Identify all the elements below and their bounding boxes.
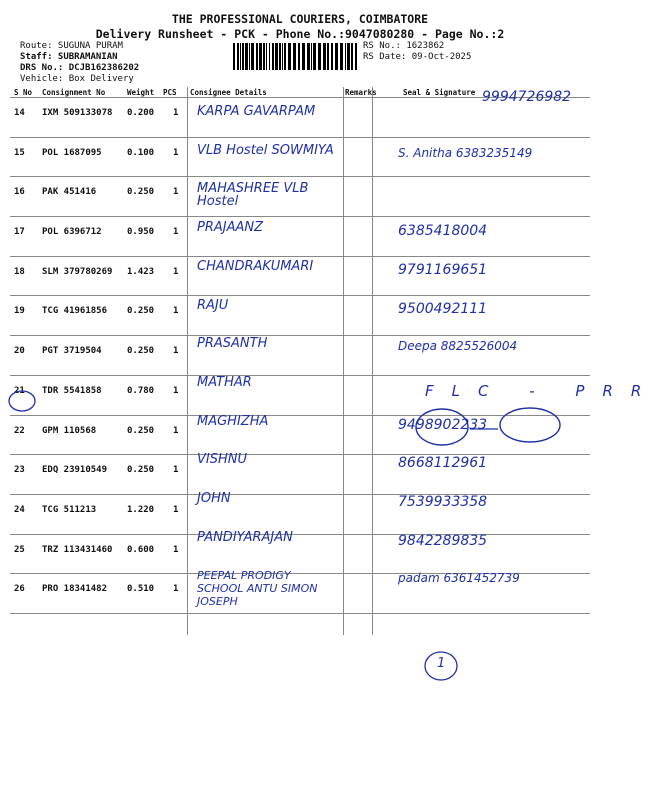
signature-handwriting: 9994726982 — [482, 89, 572, 105]
row-consignment: GPM 110568 — [42, 425, 97, 436]
row-sno: 23 — [14, 465, 25, 476]
divider-remarks — [343, 87, 344, 635]
table-row — [10, 295, 590, 335]
barcode-bar — [327, 43, 329, 70]
row-pcs: 1 — [173, 504, 179, 515]
col-pcs: PCS — [163, 88, 177, 97]
consignee-handwriting: VLB Hostel SOWMIYA — [197, 142, 334, 158]
barcode-bar — [311, 43, 312, 70]
barcode-bar — [237, 43, 239, 70]
signature-handwriting: 7539933358 — [398, 494, 488, 510]
row-sno: 16 — [14, 187, 25, 198]
row-pcs: 1 — [173, 584, 179, 595]
col-remarks: Remarks — [345, 88, 377, 97]
row-consignment: SLM 379780269 — [42, 266, 113, 277]
row-consignment: PAK 451416 — [42, 187, 97, 198]
row-sno: 17 — [14, 227, 25, 238]
barcode-bar — [335, 43, 338, 70]
signature-handwriting: 9842289835 — [398, 532, 488, 549]
row-pcs: 1 — [173, 147, 179, 158]
barcode-bar — [331, 43, 333, 70]
col-sno: S No — [14, 88, 33, 97]
row-weight: 0.250 — [127, 187, 155, 198]
row-consignment: POL 1687095 — [42, 147, 102, 158]
barcode-bar — [347, 43, 350, 70]
barcode-bar — [313, 43, 316, 70]
row-sno: 21 — [14, 385, 25, 396]
row-pcs: 1 — [173, 465, 179, 476]
sheet-meta-right — [363, 41, 471, 63]
consignee-handwriting: PEEPAL PRODIGY SCHOOL ANTU SIMON JOSEPH — [197, 569, 318, 609]
divider-sign — [372, 87, 373, 635]
row-weight: 0.100 — [127, 147, 155, 158]
staff-text: Staff: SUBRAMANIAN — [20, 52, 118, 62]
row-sno: 25 — [14, 544, 25, 555]
barcode-bar — [351, 43, 353, 70]
barcode-bar — [282, 43, 283, 70]
col-consignee: Consignee Details — [190, 88, 267, 97]
table-row — [10, 216, 590, 256]
consignee-handwriting: VISHNU — [197, 452, 247, 468]
row-weight: 0.250 — [127, 425, 155, 436]
row-sno: 14 — [14, 108, 25, 118]
barcode-bar — [293, 43, 296, 70]
signature-handwriting: 6385418004 — [398, 223, 488, 240]
row-pcs: 1 — [173, 187, 179, 198]
row-pcs: 1 — [173, 306, 179, 317]
consignee-handwriting: MATHAR — [197, 374, 252, 390]
row-sno: 22 — [14, 425, 25, 436]
barcode-bar — [318, 43, 321, 70]
barcode-bar — [263, 43, 265, 70]
row-consignment: POL 6396712 — [42, 227, 102, 238]
barcode-bar — [298, 43, 300, 70]
row-pcs: 1 — [173, 227, 179, 238]
runsheet-subtitle: Delivery Runsheet - PCK - Phone No.:9047080280 - Page No.:2 — [95, 27, 505, 41]
signature-handwriting: S. Anitha 6383235149 — [398, 145, 533, 160]
barcode-bar — [269, 43, 270, 70]
row-consignment: PGT 3719504 — [42, 346, 102, 357]
row-pcs: 1 — [173, 266, 179, 277]
barcode-bar — [345, 43, 346, 70]
row-consignment: PRO 18341482 — [42, 584, 108, 595]
route-text: Route: SUGUNA PURAM — [20, 41, 123, 51]
row-consignment: TCG 511213 — [42, 504, 97, 515]
table-row — [10, 454, 590, 494]
barcode-bar — [288, 43, 291, 70]
barcode-bar — [242, 43, 244, 70]
col-seal: Seal & Signature — [403, 88, 476, 97]
row-pcs: 1 — [173, 346, 179, 357]
row-sno: 18 — [14, 266, 25, 277]
barcode-bar — [256, 43, 258, 70]
table-row — [10, 415, 590, 455]
barcode-bar — [275, 43, 278, 70]
row-pcs: 1 — [173, 425, 179, 436]
table-row — [10, 491, 590, 534]
row-weight: 0.780 — [127, 385, 155, 396]
row-weight: 0.510 — [127, 584, 155, 595]
divider-consignee — [187, 87, 188, 635]
consignee-handwriting: PRAJAANZ — [197, 220, 264, 236]
row-sno: 19 — [14, 306, 25, 317]
row-sno: 15 — [14, 147, 25, 158]
signature-handwriting: padam 6361452739 — [398, 571, 520, 586]
company-title: THE PROFESSIONAL COURIERS, COIMBATORE — [171, 12, 429, 26]
barcode-bar — [355, 43, 357, 70]
row-weight: 0.950 — [127, 227, 155, 238]
col-consignment: Consignment No — [42, 88, 106, 97]
barcode-bar — [266, 43, 267, 70]
consignee-handwriting: CHANDRAKUMARI — [197, 258, 314, 274]
row-weight: 0.250 — [127, 465, 155, 476]
drs-text: DRS No.: DCJB162386202 — [20, 63, 140, 73]
row-consignment: IXM 509133078 — [42, 108, 113, 118]
signature-handwriting: 8668112961 — [398, 455, 488, 472]
vehicle-text: Vehicle: Box Delivery — [20, 74, 134, 84]
row-weight: 0.250 — [127, 306, 155, 317]
barcode-bar — [307, 43, 310, 70]
consignee-handwriting: RAJU — [197, 297, 229, 313]
row-consignment: TRZ 113431460 — [42, 544, 113, 555]
col-weight: Weight — [127, 88, 155, 97]
consignee-handwriting: PRASANTH — [197, 336, 268, 352]
row-pcs: 1 — [173, 108, 179, 118]
barcode-bar — [340, 43, 343, 70]
barcode-bar — [284, 43, 286, 70]
barcode-bar — [251, 43, 254, 70]
consignee-handwriting: KARPA GAVARPAM — [197, 104, 316, 119]
barcode-image — [233, 43, 358, 70]
barcode-bar — [233, 43, 235, 70]
table-row — [10, 534, 590, 574]
barcode-bar — [302, 43, 305, 70]
row-weight: 0.200 — [127, 108, 155, 118]
barcode-bar — [259, 43, 262, 70]
consignee-handwriting: MAHASHREE VLB Hostel — [197, 181, 309, 210]
row-pcs: 1 — [173, 385, 179, 396]
rs-date: RS Date: 09-Oct-2025 — [363, 52, 472, 62]
barcode-bar — [245, 43, 248, 70]
footer-mark: 1 — [437, 656, 446, 671]
row-pcs: 1 — [173, 544, 179, 555]
consignee-handwriting: PANDIYARAJAN — [197, 529, 293, 545]
signature-handwriting: 9500492111 — [398, 300, 488, 317]
flc-prr-note: FLC - PRR — [425, 381, 659, 400]
barcode-bar — [272, 43, 274, 70]
signature-handwriting: 9791169651 — [398, 261, 488, 278]
row-consignment: TCG 41961856 — [42, 306, 108, 317]
barcode-bar — [249, 43, 250, 70]
row-weight: 0.600 — [127, 544, 155, 555]
barcode-bar — [323, 43, 326, 70]
consignee-handwriting: MAGHIZHA — [197, 413, 269, 429]
row-sno: 20 — [14, 346, 25, 357]
row-weight: 1.220 — [127, 504, 155, 515]
barcode-bar — [279, 43, 281, 70]
signature-handwriting: 9498902233 — [398, 416, 488, 433]
signature-handwriting: Deepa 8825526004 — [398, 339, 518, 354]
sheet-meta-left — [20, 41, 139, 85]
rs-number: RS No.: 1623862 — [363, 41, 445, 51]
barcode-bar — [240, 43, 241, 70]
row-sno: 26 — [14, 584, 25, 595]
row-consignment: EDQ 23910549 — [42, 465, 108, 476]
row-weight: 0.250 — [127, 346, 155, 357]
row-weight: 1.423 — [127, 266, 155, 277]
consignee-handwriting: JOHN — [197, 491, 231, 506]
row-consignment: TDR 5541858 — [42, 385, 102, 396]
row-sno: 24 — [14, 504, 25, 515]
